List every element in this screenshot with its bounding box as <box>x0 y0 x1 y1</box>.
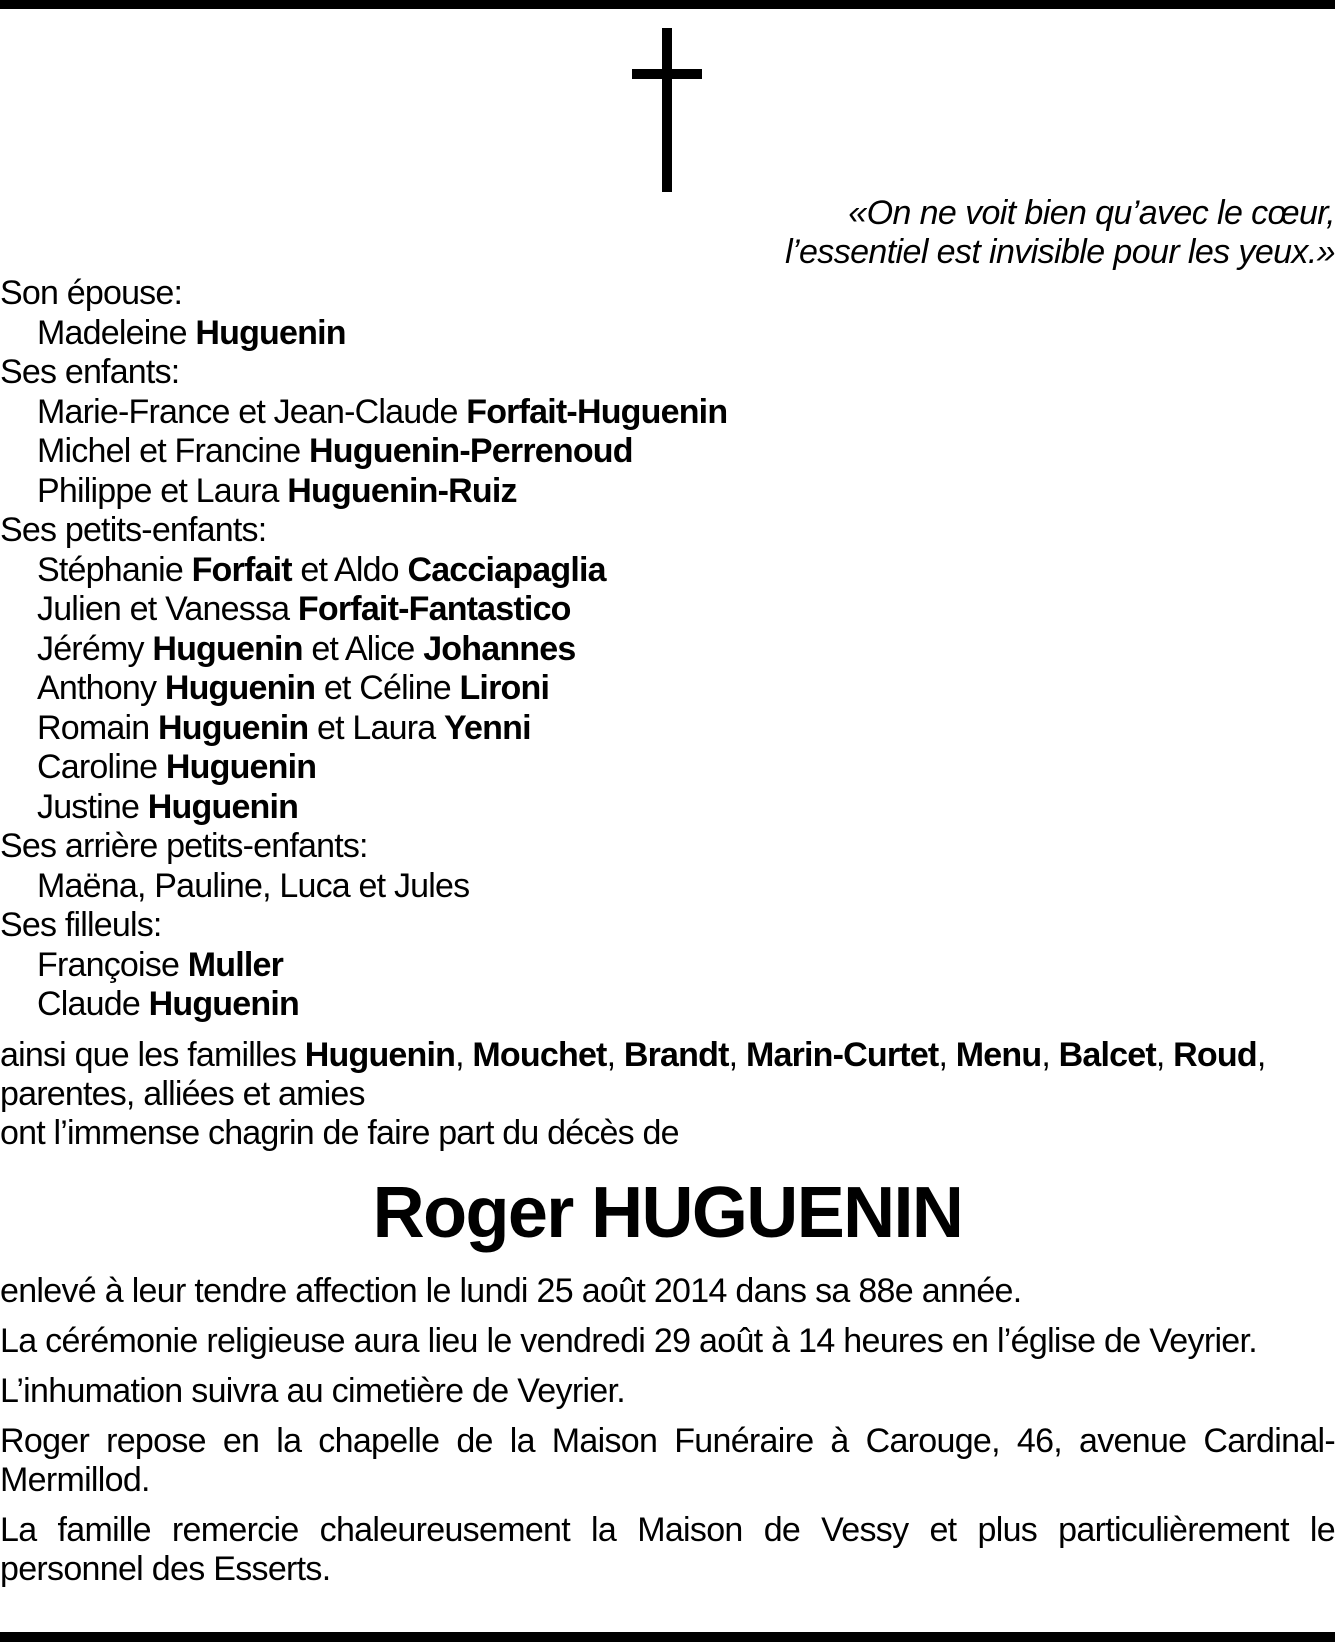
text-fragment: Philippe et Laura <box>37 471 288 510</box>
family-member <box>0 946 1335 986</box>
text-fragment: et Alice <box>302 629 424 668</box>
relatives-line: parentes, alliées et amies <box>0 1075 365 1113</box>
text-fragment: et Céline <box>315 669 460 707</box>
text-fragment: et Aldo <box>291 550 408 589</box>
epigraph-quote <box>635 194 1335 272</box>
text-fragment: , <box>938 1036 956 1074</box>
funeral-details <box>0 1272 1335 1600</box>
text-fragment: Ses filleuls: <box>0 906 162 944</box>
top-border-rule <box>0 0 1335 9</box>
detail-paragraph: La famille remercie chaleureusement la Maison de Vessy et plus particulièrement le personnel des Esserts. <box>0 1511 1335 1588</box>
text-fragment: et Laura <box>308 708 445 747</box>
detail-paragraph: Roger repose en la chapelle de la Maison Funéraire à Carouge, 46, avenue Cardinal-Mermillod. <box>0 1422 1335 1499</box>
surname: Roud <box>1173 1036 1257 1074</box>
detail-paragraph: La cérémonie religieuse aura lieu le vendredi 29 août à 14 heures en l’église de Veyrier. <box>0 1322 1257 1360</box>
quote-line: «On ne voit bien qu’avec le cœur, <box>848 194 1335 232</box>
surname: Forfait-Fantastico <box>297 590 571 628</box>
surname: Muller <box>187 945 284 984</box>
text-fragment: Maëna, Pauline, Luca et Jules <box>37 866 470 905</box>
text-fragment: Romain <box>37 708 159 747</box>
text-fragment: Claude <box>37 985 149 1023</box>
text-fragment: Michel et Francine <box>37 432 310 470</box>
surname: Cacciapaglia <box>407 550 606 589</box>
families-line <box>0 1036 1335 1075</box>
family-member <box>0 432 1335 472</box>
surname: Johannes <box>423 629 576 668</box>
surname: Huguenin <box>195 313 346 352</box>
surname: Mouchet <box>472 1036 607 1074</box>
family-member <box>0 314 1335 354</box>
surname: Menu <box>955 1036 1042 1074</box>
surname: Huguenin <box>165 748 317 786</box>
detail-paragraph: L’inhumation suivra au cimetière de Veyrier. <box>0 1372 625 1410</box>
surname: Huguenin <box>164 669 316 707</box>
family-member <box>0 985 1335 1025</box>
family-member <box>0 788 1335 828</box>
text-fragment: Stéphanie <box>37 550 192 589</box>
text-fragment: ainsi que les familles <box>0 1036 305 1074</box>
bottom-border-rule <box>0 1632 1335 1642</box>
detail-paragraph: enlevé à leur tendre affection le lundi 25 août 2014 dans sa 88e année. <box>0 1272 1022 1310</box>
family-heading <box>0 274 1335 314</box>
family-member <box>0 748 1335 788</box>
surname: Huguenin-Ruiz <box>287 471 517 510</box>
family-heading <box>0 827 1335 867</box>
text-fragment: , <box>1041 1036 1059 1074</box>
surname: Huguenin <box>304 1036 456 1074</box>
text-fragment: Justine <box>37 787 148 826</box>
surname: Lironi <box>459 669 550 707</box>
family-member <box>0 709 1335 749</box>
text-fragment: Françoise <box>37 945 188 984</box>
text-fragment: , <box>1256 1036 1266 1074</box>
text-fragment: , <box>728 1036 746 1074</box>
announcement-line: ont l’immense chagrin de faire part du décès de <box>0 1114 679 1152</box>
text-fragment: Julien et Vanessa <box>37 590 298 628</box>
text-fragment: , <box>455 1036 473 1074</box>
surname: Huguenin <box>147 787 299 826</box>
text-fragment: Ses arrière petits-enfants: <box>0 827 368 865</box>
family-heading <box>0 906 1335 946</box>
text-fragment: Madeleine <box>37 313 196 352</box>
family-member <box>0 393 1335 433</box>
surname: Brandt <box>623 1036 729 1074</box>
family-heading <box>0 511 1335 551</box>
text-fragment: Caroline <box>37 748 166 786</box>
family-member <box>0 669 1335 709</box>
family-member <box>0 551 1335 591</box>
family-list <box>0 274 1335 1025</box>
surname: Huguenin <box>152 629 303 668</box>
surname: Huguenin <box>158 708 309 747</box>
text-fragment: Marie-France et Jean-Claude <box>37 392 467 431</box>
family-heading <box>0 353 1335 393</box>
cross-icon <box>632 28 702 192</box>
text-fragment: , <box>1155 1036 1174 1074</box>
deceased-name: Roger HUGUENIN <box>372 1173 963 1253</box>
surname: Forfait <box>191 550 292 589</box>
quote-line: l’essentiel est invisible pour les yeux.» <box>785 233 1335 271</box>
text-fragment: Anthony <box>37 669 165 707</box>
family-member <box>0 472 1335 512</box>
family-member <box>0 630 1335 670</box>
surname: Huguenin-Perrenoud <box>309 432 633 470</box>
family-member <box>0 867 1335 907</box>
surname: Forfait-Huguenin <box>466 392 728 431</box>
surname: Balcet <box>1058 1036 1156 1074</box>
surname: Marin-Curtet <box>745 1036 939 1074</box>
text-fragment: Son épouse: <box>0 274 183 312</box>
text-fragment: Jérémy <box>37 629 153 668</box>
announcement-intro <box>0 1036 1335 1153</box>
surname: Yenni <box>444 708 531 747</box>
surname: Huguenin <box>148 985 299 1023</box>
text-fragment: Ses enfants: <box>0 353 180 391</box>
family-member <box>0 590 1335 630</box>
text-fragment: Ses petits-enfants: <box>0 511 267 549</box>
text-fragment: , <box>606 1036 624 1074</box>
